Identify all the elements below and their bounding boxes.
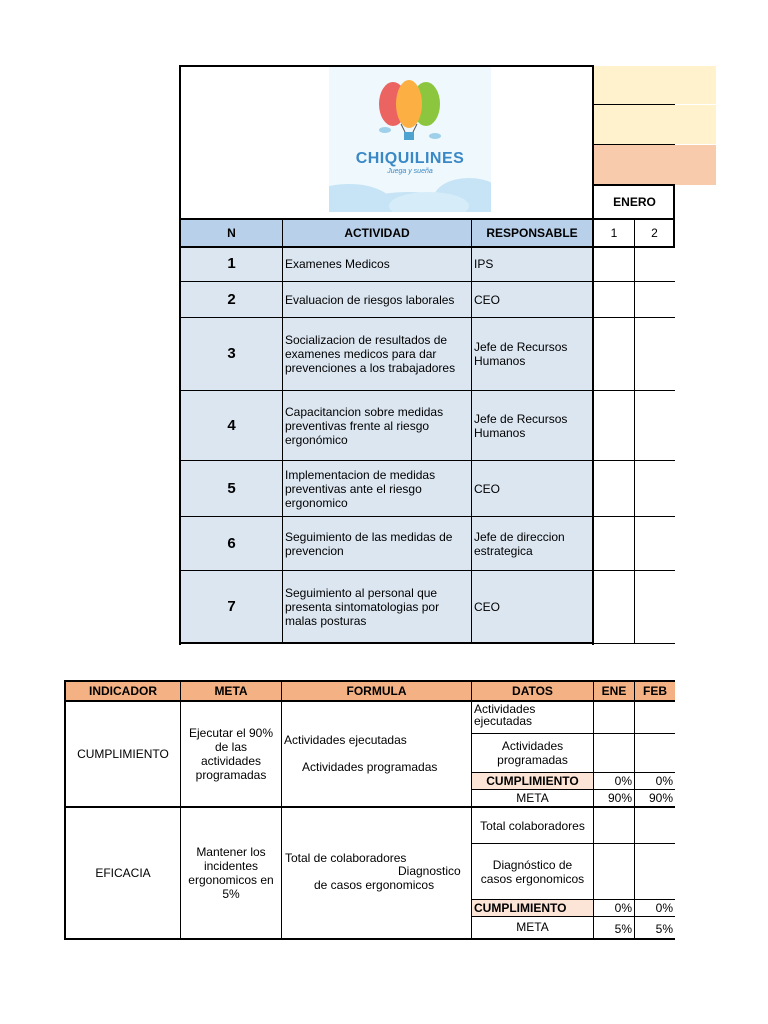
grid-line (594, 184, 675, 186)
ind-header-feb: FEB (635, 682, 675, 700)
activity-row-2-responsible: CEO (474, 292, 501, 307)
grid-line (472, 733, 675, 734)
grid-line (179, 218, 675, 220)
grid-line (181, 281, 675, 282)
logo-tagline: Juega y sueña (387, 168, 433, 175)
grid-line (592, 65, 594, 645)
grid-line (282, 219, 283, 643)
grid-line (64, 680, 66, 940)
grid-line (472, 899, 675, 900)
grid-line (593, 681, 594, 939)
grid-line (181, 390, 675, 391)
activity-row-6-n: 6 (227, 534, 236, 552)
indicator-eficacia-meta-feb: 5% (655, 922, 673, 936)
grid-line (181, 516, 675, 517)
col-header-activity: ACTIVIDAD (283, 220, 471, 246)
indicator-cumplimiento-meta-label: META (516, 791, 549, 805)
col-header-week-2: 2 (651, 226, 658, 240)
indicator-eficacia-name: EFICACIA (95, 866, 151, 880)
grid-line (64, 938, 675, 940)
grid-line (64, 806, 675, 808)
grid-line (472, 789, 675, 790)
indicator-eficacia-meta: Mantener los incidentes ergonomicos en 5% (188, 845, 274, 901)
grid-line (594, 104, 675, 105)
activity-row-1-activity: Examenes Medicos (285, 257, 390, 271)
grid-line (181, 570, 675, 571)
indicator-cumplimiento-formula-den: Actividades programadas (302, 760, 438, 774)
grid-line (64, 700, 675, 702)
indicator-eficacia-ene: 0% (614, 901, 632, 915)
header-band-3 (594, 145, 716, 185)
ind-header-meta: META (181, 682, 281, 700)
indicator-eficacia-datos-2: Diagnóstico de casos ergonomicos (480, 857, 585, 886)
ind-header-datos: DATOS (472, 682, 593, 700)
logo-brand-text: CHIQUILINES (355, 150, 465, 167)
indicator-eficacia-datos-1: Total colaboradores (480, 818, 585, 833)
indicator-cumplimiento-formula-num: Actividades ejecutadas (284, 733, 407, 747)
activity-row-2-activity: Evaluacion de riesgos laborales (285, 292, 455, 307)
grid-line (472, 916, 675, 917)
grid-line (471, 681, 472, 939)
indicator-cumplimiento-ene: 0% (614, 774, 632, 788)
grid-line (64, 680, 675, 682)
grid-line (471, 219, 472, 643)
activity-row-7-activity: Seguimiento al personal que presenta sintomatologias por malas posturas (285, 586, 440, 628)
activity-row-6-responsible: Jefe de direccion estrategica (474, 529, 565, 558)
hot-air-balloon-logo (329, 66, 491, 212)
indicator-eficacia-formula-den-a: Diagnostico (398, 864, 461, 878)
activity-row-1-n: 1 (227, 255, 236, 272)
indicator-eficacia-meta-label: META (516, 920, 549, 934)
col-header-n: N (181, 220, 282, 246)
logo-panel (329, 66, 491, 212)
month-header: ENERO (613, 195, 656, 209)
indicator-cumplimiento-feb: 0% (655, 774, 673, 788)
grid-line (634, 219, 635, 643)
ind-header-ene: ENE (594, 682, 634, 700)
indicator-eficacia-label: CUMPLIMIENTO (472, 900, 593, 916)
indicator-eficacia-feb: 0% (655, 901, 673, 915)
activity-row-5-responsible: CEO (474, 481, 501, 496)
grid-line (594, 144, 675, 145)
indicator-cumplimiento-name: CUMPLIMIENTO (77, 747, 169, 761)
grid-line (673, 184, 675, 246)
indicator-eficacia-formula-den-b: de casos ergonomicos (314, 878, 435, 892)
activity-row-4-responsible: Jefe de Recursos Humanos (474, 411, 568, 440)
indicator-eficacia-formula-num: Total de colaboradores (285, 851, 407, 865)
grid-line (180, 681, 181, 939)
grid-line (472, 843, 675, 844)
grid-line (179, 65, 181, 645)
grid-line (181, 460, 675, 461)
indicator-cumplimiento-meta-feb: 90% (648, 791, 673, 805)
activity-row-2-n: 2 (227, 290, 236, 308)
ind-header-indicador: INDICADOR (66, 682, 180, 700)
activity-row-5-activity: Implementacion de medidas preventivas ante el riesgo ergonomico (285, 467, 436, 510)
indicator-cumplimiento-label: CUMPLIMIENTO (472, 773, 593, 789)
activity-row-1-responsible: IPS (474, 257, 494, 271)
grid-line (179, 65, 594, 67)
grid-line (179, 246, 675, 248)
activity-row-3-activity: Socializacion de resultados de examenes medicos para dar prevenciones a los trabajadores (285, 333, 456, 375)
activity-row-4-n: 4 (227, 416, 236, 434)
activity-row-7-responsible: CEO (474, 600, 501, 614)
grid-line (179, 642, 594, 644)
grid-line (181, 317, 675, 318)
indicator-cumplimiento-meta-ene: 90% (607, 791, 632, 805)
grid-line (594, 643, 675, 644)
indicator-cumplimiento-datos-1: Actividades ejecutadas (474, 702, 536, 728)
ind-header-formula: FORMULA (282, 682, 471, 700)
indicator-cumplimiento-meta: Ejecutar el 90% de las actividades programadas (188, 726, 274, 782)
activity-row-4-activity: Capacitancion sobre medidas preventivas frente al riesgo ergonómico (285, 404, 444, 447)
col-header-responsible: RESPONSABLE (472, 220, 592, 246)
header-band-1 (594, 66, 716, 104)
activity-row-5-n: 5 (227, 479, 236, 497)
header-band-2 (594, 105, 716, 144)
grid-line (634, 681, 635, 939)
activity-row-6-activity: Seguimiento de las medidas de prevencion (285, 529, 453, 558)
grid-line (472, 772, 675, 773)
indicator-eficacia-meta-ene: 5% (614, 922, 632, 936)
activity-row-3-responsible: Jefe de Recursos Humanos (474, 340, 568, 368)
col-header-week-1: 1 (610, 226, 618, 240)
grid-line (281, 681, 282, 939)
activity-row-3-n: 3 (227, 345, 236, 362)
activity-row-7-n: 7 (227, 598, 236, 615)
indicator-cumplimiento-datos-2: Actividades programadas (497, 739, 568, 767)
